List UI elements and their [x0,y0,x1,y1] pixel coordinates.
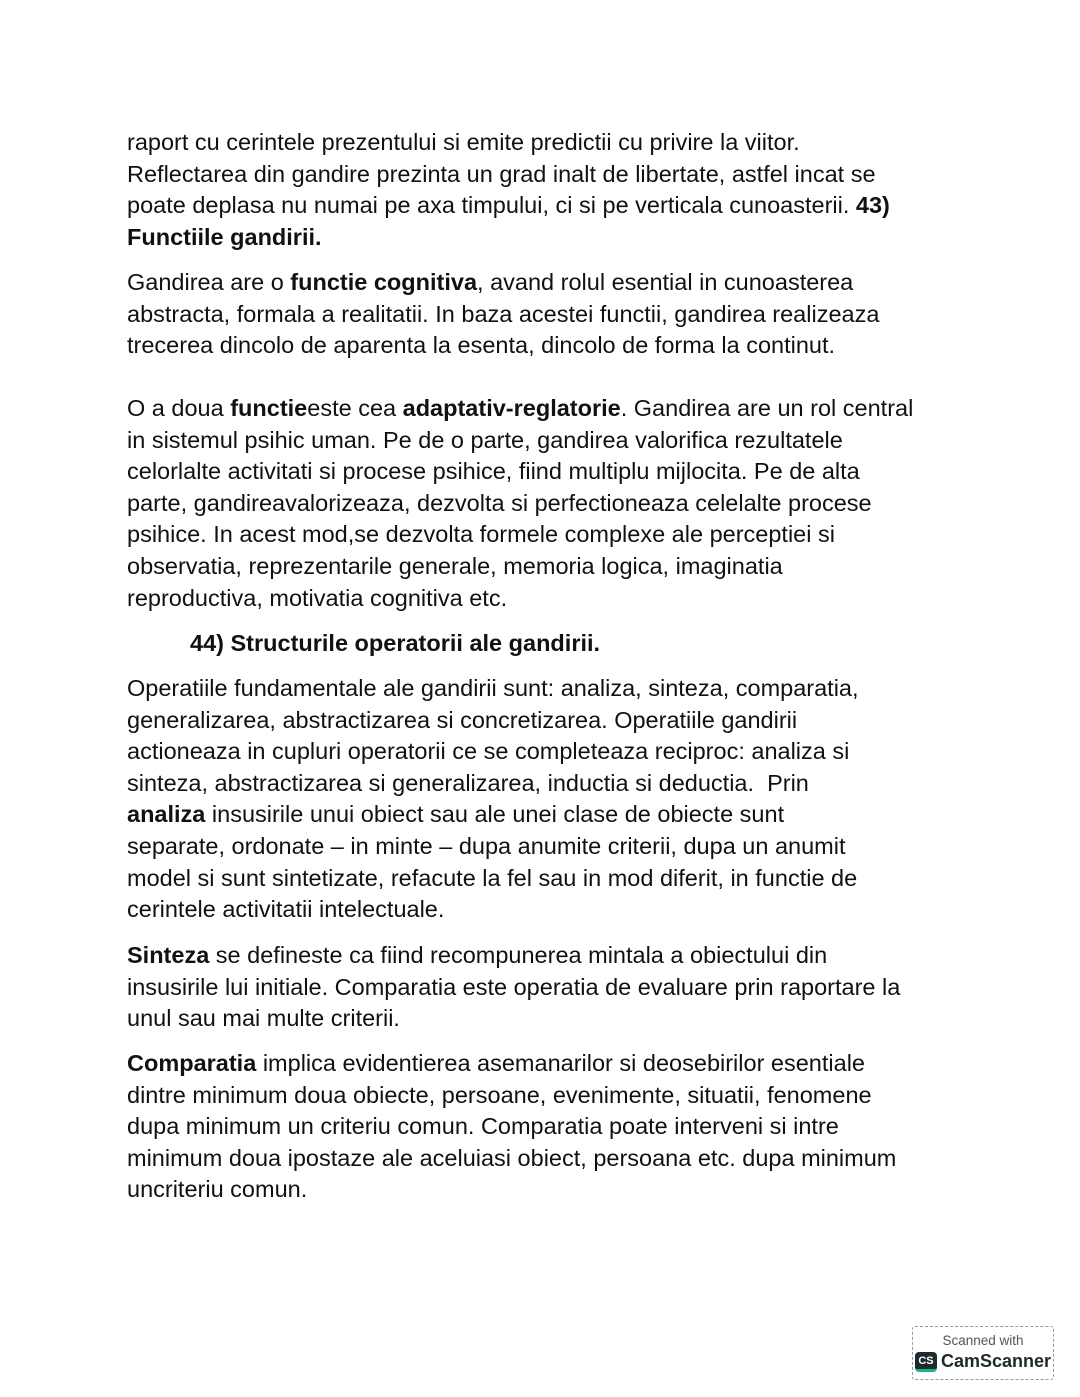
paragraph-comparison [127,1048,896,1206]
text-segment: Operatiile fundamentale ale gandirii sunt: analiza, sinteza, comparatia, [127,675,859,701]
text-segment: celorlalte activitati si procese psihice, fiind multiplu mijlocita. Pe de alta [127,458,860,485]
bold-text: 44) Structurile operatorii ale gandirii. [190,630,601,656]
text-segment: insusirile lui initiale. Comparatia este operatia de evaluare prin raportare la [127,973,901,1000]
text-line [127,393,913,425]
bold-text: analiza [127,801,206,828]
paragraph-cognitive-function [127,267,879,362]
text-line [127,673,859,705]
text-line [127,127,890,159]
text-line [127,1111,896,1143]
text-segment: in sistemul psihic uman. Pe de o parte, gandirea valorifica rezultatele [127,426,843,453]
text-line [127,831,859,863]
text-line [127,705,859,737]
text-segment: Gandirea are o [127,269,291,295]
text-segment: minimum doua ipostaze ale aceluiasi obiect, persoana etc. dupa minimum [127,1144,897,1171]
text-segment: reproductiva, motivatia cognitiva etc. [127,584,508,611]
text-segment: dintre minimum doua obiecte, persoane, evenimente, situatii, fenomene [127,1081,872,1108]
text-segment: actioneaza in cupluri operatorii ce se completeaza reciproc: analiza si [127,738,850,765]
text-segment: observatia, reprezentarile generale, memoria logica, imaginatia [127,552,783,579]
text-segment: sinteza, abstractizarea si generalizarea, inductia si deductia. Prin [127,769,809,796]
bold-text: functie cognitiva [290,269,478,295]
text-line [127,299,879,331]
text-segment: psihice. In acest mod,se dezvolta formele complexe ale perceptiei si [127,521,835,548]
text-segment: parte, gandireavalorizeaza, dezvolta si perfectioneaza celelalte procese [127,489,872,516]
text-segment: , avand rolul esential in cunoasterea [477,269,854,295]
text-segment: O a doua [127,395,231,421]
bold-text: 43) [855,192,890,219]
text-line [127,583,913,615]
text-line [127,972,900,1004]
text-segment: este cea [307,395,403,421]
text-line [127,159,890,191]
text-line [127,894,859,926]
text-segment: dupa minimum un criteriu comun. Comparatia poate interveni si intre [127,1113,839,1140]
text-segment: abstracta, formala a realitatii. In baza acestei functii, gandirea realizeaza [127,300,880,327]
text-segment: insusirile unui obiect sau ale unei clase de obiecte sunt [205,801,785,828]
text-line [127,940,900,972]
text-segment: generalizarea, abstractizarea si concretizarea. Operatiile gandirii [127,706,798,733]
text-segment: poate deplasa nu numai pe axa timpului, ci si pe verticala cunoasterii. [127,192,856,219]
text-line [127,330,879,362]
camscanner-logo-icon: CS [915,1352,937,1372]
text-line [127,456,913,488]
text-line [127,736,859,768]
bold-text: Comparatia [127,1050,257,1076]
text-line [127,222,890,254]
paragraph-synthesis [127,940,900,1035]
text-line [127,1174,896,1206]
text-line [127,488,913,520]
bold-text: functie [230,395,308,421]
text-segment: se defineste ca fiind recompunerea mintala a obiectului din [209,942,828,968]
paragraph-adaptive-function [127,393,913,614]
text-segment: raport cu cerintele prezentului si emite predictii cu privire la viitor. [127,129,800,155]
text-line [127,1080,896,1112]
text-segment: trecerea dincolo de aparenta la esenta, dincolo de forma la continut. [127,332,836,359]
camscanner-watermark [912,1326,1054,1380]
text-line [127,551,913,583]
text-segment: . Gandirea are un rol central [620,395,914,421]
section-heading-44 [190,628,600,660]
text-line [127,267,879,299]
text-line [127,863,859,895]
text-segment: Reflectarea din gandire prezinta un grad inalt de libertate, astfel incat se [127,160,876,187]
text-line [127,799,859,831]
text-line [127,190,890,222]
text-segment: uncriteriu comun. [127,1176,308,1203]
text-line [127,768,859,800]
text-line [127,425,913,457]
camscanner-brand-name: CamScanner [940,1351,1052,1371]
text-segment: model si sunt sintetizate, refacute la fel sau in mod diferit, in functie de [127,864,858,891]
text-segment: unul sau mai multe criterii. [127,1005,400,1032]
bold-text: Sinteza [127,942,210,968]
paragraph-operations [127,673,859,926]
bold-text: adaptativ-reglatorie [402,395,621,421]
bold-text: Functiile gandirii. [127,223,322,250]
text-line [127,1048,896,1080]
text-segment: separate, ordonate – in minte – dupa anumite criterii, dupa un anumit [127,832,846,859]
text-segment: cerintele activitatii intelectuale. [127,896,445,923]
text-line [127,519,913,551]
text-line [190,628,600,660]
camscanner-brand [913,1351,1053,1372]
text-line [127,1003,900,1035]
scanned-with-label: Scanned with [942,1333,1024,1348]
text-segment: implica evidentierea asemanarilor si deosebirilor esentiale [256,1050,865,1076]
paragraph-intro [127,127,890,253]
text-line [127,1143,896,1175]
